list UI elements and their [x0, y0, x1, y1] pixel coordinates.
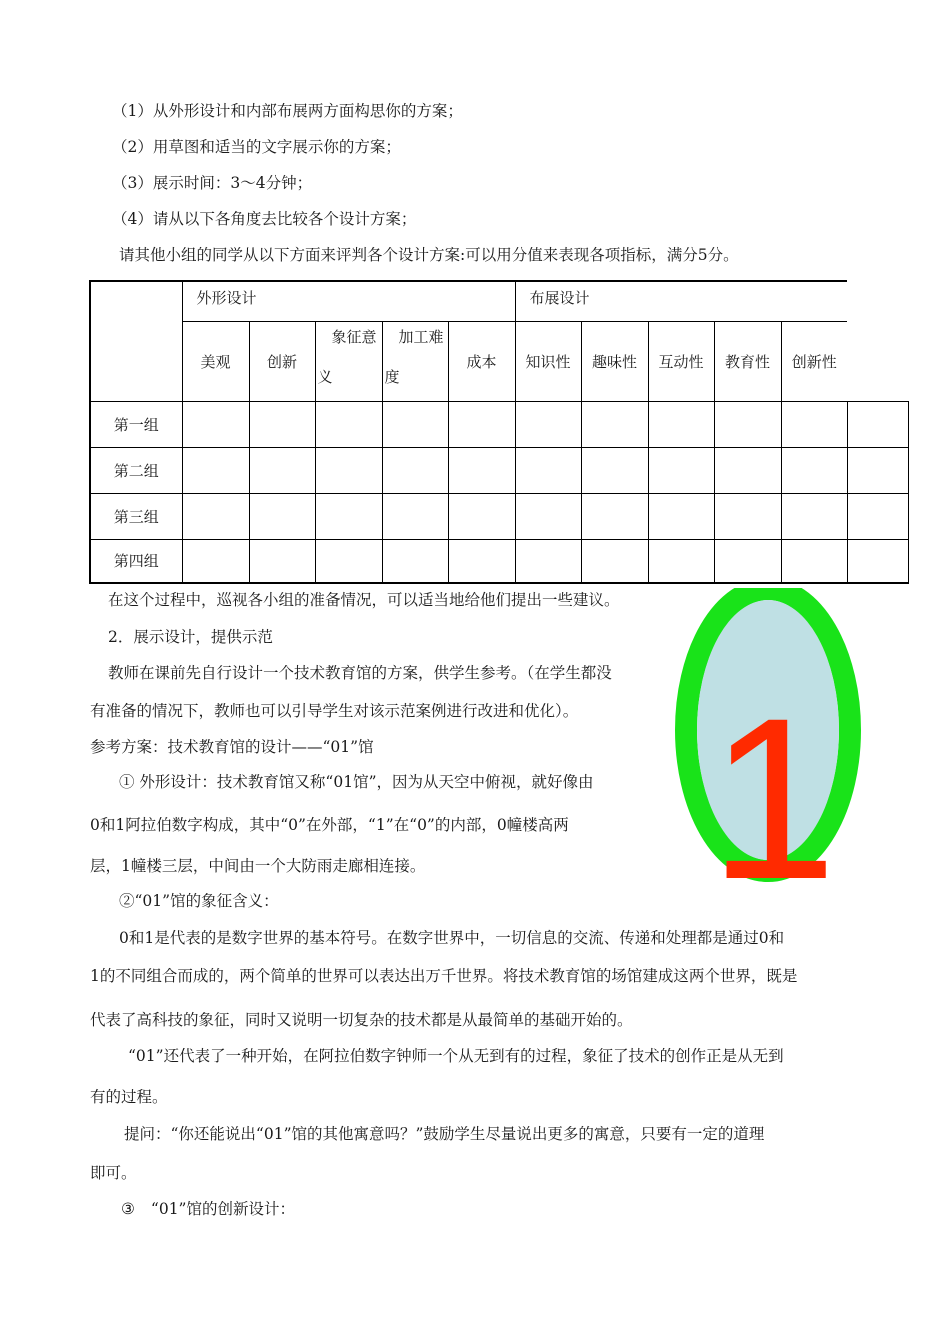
row-label-group-4: 第四组 [90, 539, 182, 583]
beginning-paragraph-line2: 有的过程。 [90, 1088, 168, 1106]
question-paragraph-line2: 即可。 [90, 1164, 137, 1182]
instruction-3: （3）展示时间：3～4分钟； [112, 174, 313, 192]
row-label-group-1: 第一组 [90, 401, 182, 447]
table-corner-cell [90, 281, 182, 401]
col-processing-line2: 度 [384, 367, 400, 386]
table-row [90, 401, 908, 447]
col-knowledge: 知识性 [515, 321, 581, 401]
instruction-4: （4）请从以下各角度去比较各个设计方案； [112, 210, 417, 228]
paragraph-teacher-line1: 教师在课前先自行设计一个技术教育馆的方案，供学生参考。（在学生都没 [108, 664, 612, 682]
section-heading-2: 2．展示设计，提供示范 [108, 628, 273, 646]
innovation-design-number: ③ [121, 1200, 135, 1218]
col-creative: 创新性 [781, 321, 847, 401]
table-row [90, 539, 908, 583]
col-innovation: 创新 [249, 321, 315, 401]
instruction-1: （1）从外形设计和内部布展两方面构思你的方案； [112, 102, 463, 120]
col-processing-line1: 加工难 [398, 327, 444, 346]
col-symbolic-line1: 象征意 [331, 327, 377, 346]
beginning-paragraph-line1: “01”还代表了一种开始，在阿拉伯数字钟师一个从无到有的过程，象征了技术的创作正是从无到 [128, 1047, 784, 1065]
symbolic-paragraph-line1: 0和1是代表的是数字世界的基本符号。在数字世界中，一切信息的交流、传递和处理都是通过0和 [119, 929, 785, 947]
symbolic-paragraph-line3: 代表了高科技的象征，同时又说明一切复杂的技术都是从最简单的基础开始的。 [90, 1011, 633, 1029]
innovation-design-text: “01”馆的创新设计： [150, 1200, 295, 1218]
col-educational: 教育性 [714, 321, 781, 401]
col-symbolic [315, 321, 382, 401]
paragraph-teacher-line2: 有准备的情况下，教师也可以引导学生对该示范案例进行改进和优化）。 [90, 702, 579, 720]
exterior-design-line2: 0和1阿拉伯数字构成，其中“0”在外部，“1”在“0”的内部，0幢楼高两 [90, 816, 569, 834]
symbolic-paragraph-line2: 1的不同组合而成的，两个简单的世界可以表达出万千世界。将技术教育馆的场馆建成这两个世界，既是 [90, 967, 798, 985]
zero-one-logo [675, 588, 861, 888]
table-group-header-row [90, 281, 908, 321]
exterior-design-line3: 层，1幢楼三层，中间由一个大防雨走廊相连接。 [90, 857, 426, 875]
logo-digit-one: 1 [709, 670, 837, 888]
header-layout-design: 布展设计 [515, 281, 847, 321]
col-interactive: 互动性 [648, 321, 714, 401]
table-row [90, 493, 908, 539]
row-label-group-3: 第三组 [90, 493, 182, 539]
instruction-2: （2）用草图和适当的文字展示你的方案； [112, 138, 401, 156]
col-beauty: 美观 [182, 321, 249, 401]
innovation-design-heading [121, 1199, 295, 1219]
col-symbolic-line2: 义 [317, 367, 333, 386]
header-exterior-design: 外形设计 [182, 281, 515, 321]
col-fun: 趣味性 [581, 321, 648, 401]
table-row [90, 447, 908, 493]
row-label-group-2: 第二组 [90, 447, 182, 493]
question-paragraph-line1: 提问：“你还能说出“01”馆的其他寓意吗？”鼓励学生尽量说出更多的寓意，只要有一定的道理 [124, 1125, 765, 1143]
reference-plan-title: 参考方案：技术教育馆的设计——“01”馆 [90, 738, 374, 756]
col-cost: 成本 [448, 321, 515, 401]
exterior-design-line1: ① 外形设计：技术教育馆又称“01馆”，因为从天空中俯视，就好像由 [119, 773, 594, 791]
rating-intro: 请其他小组的同学从以下方面来评判各个设计方案:可以用分值来表现各项指标，满分5分。 [119, 246, 739, 264]
col-processing [382, 321, 448, 401]
table-column-header-row [90, 321, 908, 401]
symbolic-meaning-heading: ②“01”馆的象征含义： [119, 892, 279, 910]
evaluation-table [89, 280, 909, 584]
paragraph-observe: 在这个过程中，巡视各小组的准备情况，可以适当地给他们提出一些建议。 [108, 591, 620, 609]
